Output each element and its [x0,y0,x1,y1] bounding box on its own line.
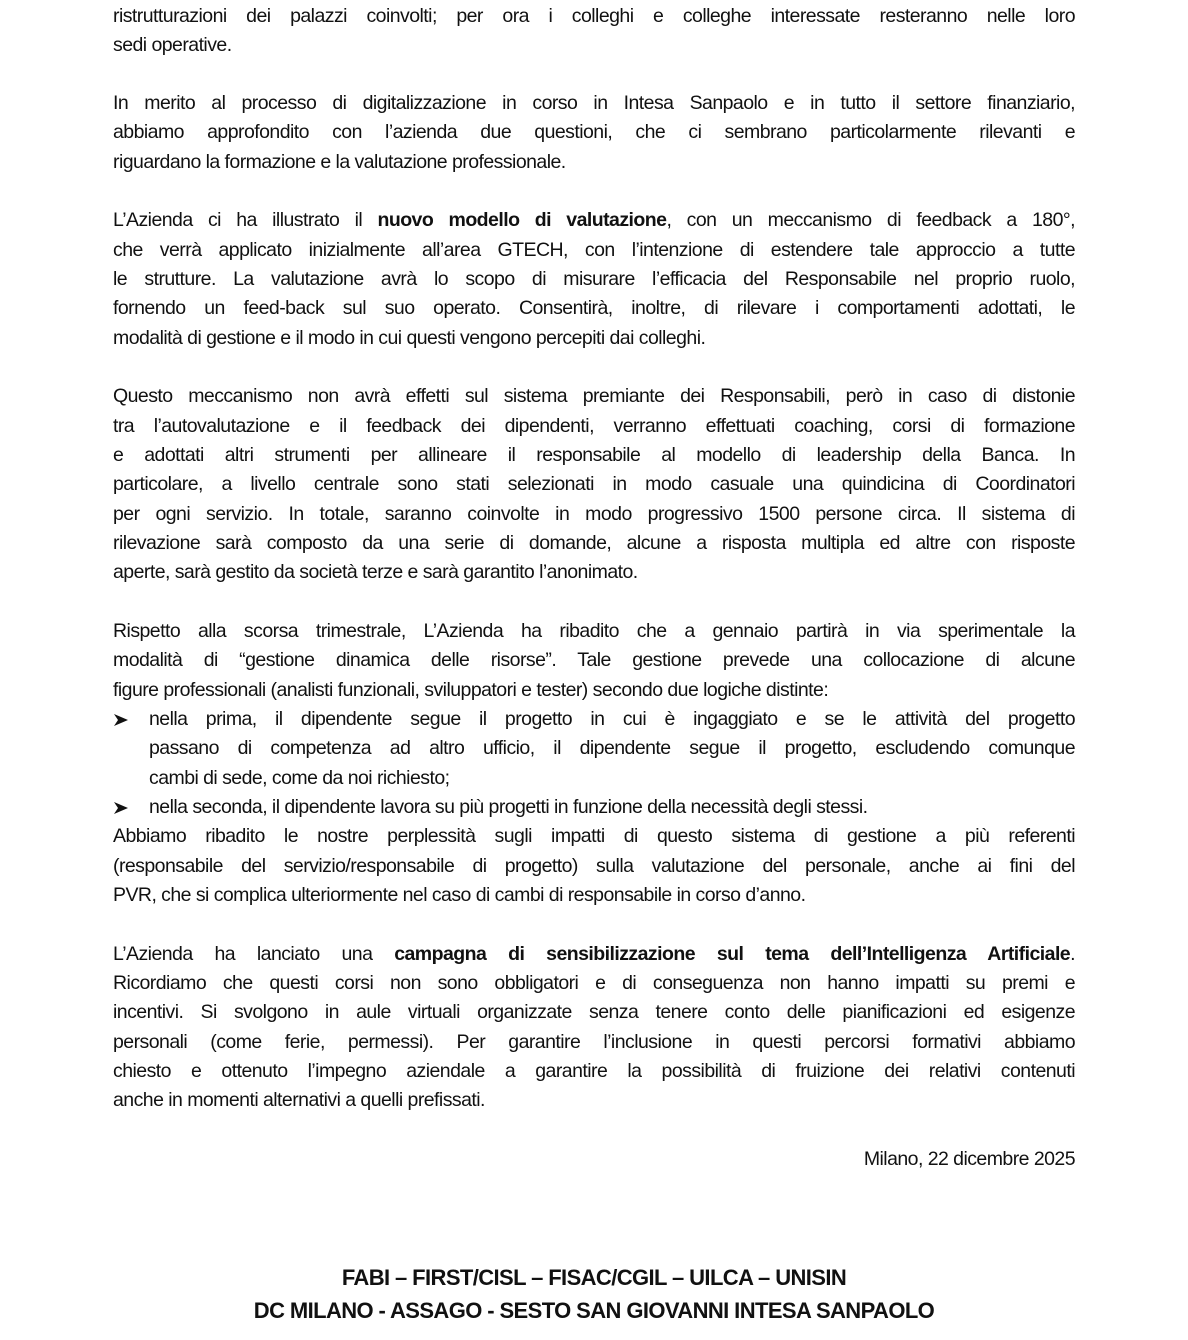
text-line: In merito al processo di digitalizzazione in corso in Intesa Sanpaolo e in tutto il settore finanziario, [113,92,1075,114]
text-line: e adottati altri strumenti per allineare il responsabile al modello di leadership della Banca. In [113,444,1075,466]
text-line: figure professionali (analisti funzionali, sviluppatori e tester) secondo due logiche distinte: [113,679,829,701]
bullet-item-text: nella prima, il dipendente segue il progetto in cui è ingaggiato e se le attività del progetto [149,708,1075,730]
text-line: riguardano la formazione e la valutazione professionale. [113,151,566,173]
text-line: Abbiamo ribadito le nostre perplessità sugli impatti di questo sistema di gestione a più referenti [113,825,1075,847]
text-line: per ogni servizio. In totale, saranno coinvolte in modo progressivo 1500 persone circa. Il sistema di [113,503,1075,525]
text-line [113,940,1075,969]
text-line: abbiamo approfondito con l’azienda due questioni, che ci sembrano particolarmente rilevanti e [113,121,1075,143]
bullet-item-text: nella seconda, il dipendente lavora su più progetti in funzione della necessità degli stessi. [149,796,868,818]
text-span: , con un meccanismo di feedback a 180°, [666,209,1075,231]
text-line: Questo meccanismo non avrà effetti sul sistema premiante dei Responsabili, però in caso di distonie [113,385,1075,407]
arrowhead-bullet-icon [113,793,129,822]
text-line: anche in momenti alternativi a quelli prefissati. [113,1089,485,1111]
text-line: rilevazione sarà composto da una serie di domande, alcune a risposta multipla ed altre con risposte [113,532,1075,554]
text-span: . [1070,943,1075,965]
bold-phrase-valutazione: nuovo modello di valutazione [377,209,667,231]
text-line: ristrutturazioni dei palazzi coinvolti; per ora i colleghi e colleghe interessate resteranno nelle loro [113,5,1075,27]
text-line: tra l’autovalutazione e il feedback dei dipendenti, verranno effettuati coaching, corsi di formazione [113,415,1075,437]
bold-phrase-ai-campaign: campagna di sensibilizzazione sul tema dell’Intelligenza Artificiale [394,943,1071,965]
bullet-item-text: passano di competenza ad altro ufficio, il dipendente segue il progetto, escludendo comunque [149,737,1075,759]
text-line: sedi operative. [113,34,232,56]
text-line: chiesto e ottenuto l’impegno aziendale a garantire la possibilità di fruizione dei relativi contenuti [113,1060,1075,1082]
text-line: incentivi. Si svolgono in aule virtuali organizzate senza tenere conto delle pianificazioni ed esigenze [113,1001,1075,1023]
date-line: Milano, 22 dicembre 2025 [863,1148,1075,1170]
text-line: che verrà applicato inizialmente all’area GTECH, con l’intenzione di estendere tale approccio a tutte [113,239,1075,261]
text-line: Rispetto alla scorsa trimestrale, L’Azienda ha ribadito che a gennaio partirà in via sperimentale la [113,620,1075,642]
signature-office: DC MILANO - ASSAGO - SESTO SAN GIOVANNI INTESA SANPAOLO [253,1298,935,1323]
text-line: Ricordiamo che questi corsi non sono obbligatori e di conseguenza non hanno impatti su premi e [113,972,1075,994]
text-span: L’Azienda ci ha illustrato il [113,209,378,231]
text-line: particolare, a livello centrale sono stati selezionati in modo casuale una quindicina di Coordinatori [113,473,1075,495]
text-line [113,206,1075,235]
text-line: (responsabile del servizio/responsabile di progetto) sulla valutazione del personale, anche ai fini del [113,855,1075,877]
signature-unions: FABI – FIRST/CISL – FISAC/CGIL – UILCA – UNISIN [341,1265,847,1290]
text-line: aperte, sarà gestito da società terze e sarà garantito l’anonimato. [113,561,638,583]
text-line: modalità di “gestione dinamica delle risorse”. Tale gestione prevede una collocazione di alcune [113,649,1075,671]
text-line: PVR, che si complica ulteriormente nel caso di cambi di responsabile in corso d’anno. [113,884,806,906]
text-span: L’Azienda ha lanciato una [113,943,395,965]
arrowhead-bullet-icon [113,705,129,734]
text-line: personali (come ferie, permessi). Per garantire l’inclusione in questi percorsi formativi abbiamo [113,1031,1075,1053]
text-line: fornendo un feed-back sul suo operato. Consentirà, inoltre, di rilevare i comportamenti adottati, le [113,297,1075,319]
bullet-item-text: cambi di sede, come da noi richiesto; [149,767,450,789]
text-line: modalità di gestione e il modo in cui questi vengono percepiti dai colleghi. [113,327,706,349]
text-line: le strutture. La valutazione avrà lo scopo di misurare l’efficacia del Responsabile nel proprio ruolo, [113,268,1075,290]
